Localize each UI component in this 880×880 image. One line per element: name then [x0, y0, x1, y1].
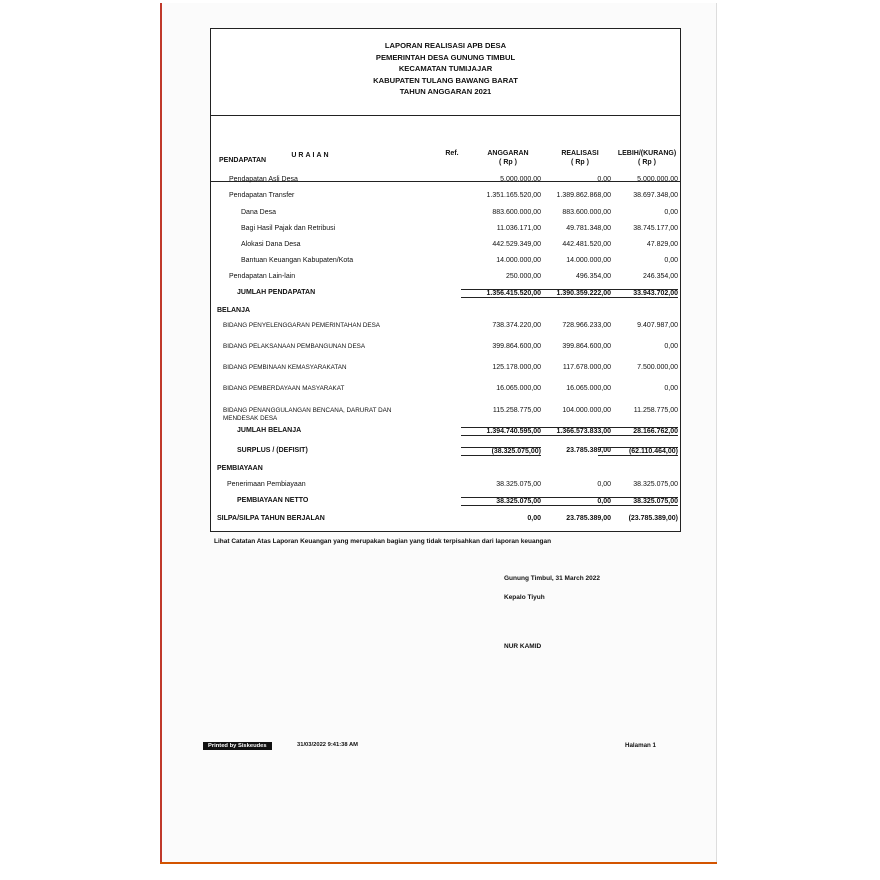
page-number: Halaman 1 [625, 742, 656, 749]
table-row-total [211, 497, 680, 509]
row-lebih: (62.110.464,00) [598, 447, 678, 456]
row-lebih: 28.166.762,00 [598, 427, 678, 436]
row-realisasi: 728.966.233,00 [562, 322, 611, 329]
table-row [211, 322, 680, 334]
row-lebih: 0,00 [664, 343, 678, 350]
table-row [211, 241, 680, 253]
row-lebih: 7.500.000,00 [637, 364, 678, 371]
row-label: BIDANG PENYELENGGARAN PEMERINTAHAN DESA [223, 322, 380, 329]
row-anggaran: 11.036.171,00 [496, 225, 541, 232]
row-realisasi: 104.000.000,00 [562, 407, 611, 414]
row-label: SURPLUS / (DEFISIT) [237, 447, 308, 454]
row-realisasi: 117.678.000,00 [562, 364, 611, 371]
place-date: Gunung Timbul, 31 March 2022 [504, 575, 600, 582]
row-label: JUMLAH BELANJA [237, 427, 302, 434]
header-line-5: TAHUN ANGGARAN 2021 [399, 87, 492, 96]
row-label: Alokasi Dana Desa [241, 241, 301, 248]
table-row [211, 307, 680, 319]
row-realisasi: 1.389.862.868,00 [556, 192, 611, 199]
col-lebih-label: LEBIH/(KURANG) [617, 150, 677, 157]
signer-position: Kepalo Tiyuh [504, 594, 545, 601]
row-realisasi: 16.065.000,00 [566, 385, 611, 392]
report-table [210, 28, 681, 532]
column-headers [211, 115, 680, 182]
row-label: Pendapatan Asli Desa [229, 176, 298, 183]
row-realisasi: 1.366.573.833,00 [531, 427, 611, 436]
row-lebih: 38.325.075,00 [598, 497, 678, 506]
row-anggaran: 883.600.000,00 [492, 209, 541, 216]
row-lebih: 9.407.987,00 [637, 322, 678, 329]
table-row-silpa [211, 515, 680, 527]
row-lebih: 0,00 [664, 209, 678, 216]
row-lebih: 0,00 [664, 385, 678, 392]
row-lebih: 38.745.177,00 [633, 225, 678, 232]
row-label: Pendapatan Transfer [229, 192, 295, 199]
row-label: PEMBIAYAAN [217, 465, 263, 472]
table-row [211, 481, 680, 493]
table-row [211, 157, 680, 169]
header-line-1: LAPORAN REALISASI APB DESA [384, 41, 507, 50]
row-realisasi: 0,00 [531, 497, 611, 506]
row-label: Dana Desa [241, 209, 277, 216]
row-realisasi: 0,00 [597, 481, 611, 488]
row-realisasi: 23.785.389,00 [566, 515, 611, 522]
row-label: BELANJA [217, 307, 251, 314]
row-anggaran: 38.325.075,00 [496, 481, 541, 488]
row-realisasi: 496.354,00 [575, 273, 611, 280]
row-anggaran: (38.325.075,00) [461, 447, 541, 456]
header-line-2: PEMERINTAH DESA GUNUNG TIMBUL [375, 52, 516, 62]
table-row [211, 385, 680, 397]
row-lebih: 246.354,00 [642, 273, 678, 280]
row-anggaran: 399.864.600,00 [492, 343, 541, 350]
row-lebih: 5.000.000,00 [637, 176, 678, 183]
row-anggaran: 16.065.000,00 [496, 385, 541, 392]
row-label: SILPA/SILPA TAHUN BERJALAN [217, 515, 325, 522]
row-realisasi: 49.781.348,00 [566, 225, 611, 232]
table-row [211, 257, 680, 269]
row-realisasi: 14.000.000,00 [566, 257, 611, 264]
row-anggaran: 115.258.775,00 [492, 407, 541, 414]
row-label: PEMBIAYAAN NETTO [237, 497, 309, 504]
footnote: Lihat Catatan Atas Laporan Keuangan yang merupakan bagian yang tidak terpisahkan dari laporan keuangan [214, 538, 552, 545]
row-anggaran: 38.325.075,00 [461, 497, 541, 506]
col-lebih-unit: ( Rp ) [638, 159, 656, 166]
row-label: JUMLAH PENDAPATAN [237, 289, 316, 296]
row-anggaran: 1.394.740.595,00 [461, 427, 541, 436]
row-label: BIDANG PEMBINAAN KEMASYARAKATAN [223, 364, 347, 371]
row-label: BIDANG PELAKSANAAN PEMBANGUNAN DESA [223, 343, 366, 350]
row-anggaran: 442.529.349,00 [492, 241, 541, 248]
table-row [211, 343, 680, 355]
row-realisasi: 442.481.520,00 [562, 241, 611, 248]
row-anggaran: 250.000,00 [505, 273, 541, 280]
row-anggaran: 738.374.220,00 [492, 322, 541, 329]
row-lebih: 38.697.348,00 [633, 192, 678, 199]
row-lebih: 33.943.702,00 [598, 289, 678, 298]
printed-timestamp: 31/03/2022 9:41:38 AM [297, 742, 359, 748]
row-realisasi: 23.785.389,00 [566, 447, 611, 454]
row-lebih: 47.829,00 [646, 241, 678, 248]
col-realisasi-label: REALISASI [561, 150, 599, 157]
row-label: PENDAPATAN [219, 157, 267, 164]
row-anggaran: 1.351.165.520,00 [486, 192, 541, 199]
row-lebih: 11.258.775,00 [633, 407, 678, 414]
table-row-total [211, 289, 680, 301]
row-anggaran: 14.000.000,00 [496, 257, 541, 264]
col-anggaran-label: ANGGARAN [487, 150, 529, 157]
table-row [211, 192, 680, 204]
row-realisasi: 1.390.359.222,00 [531, 289, 611, 298]
header-line-4: KABUPATEN TULANG BAWANG BARAT [373, 75, 518, 85]
row-lebih: (23.785.389,00) [628, 515, 678, 522]
table-row-surplus [211, 447, 680, 459]
table-row [211, 407, 680, 427]
row-label: BIDANG PEMBERDAYAAN MASYARAKAT [223, 385, 345, 392]
report-header [211, 29, 680, 116]
table-row [211, 364, 680, 376]
col-anggaran-unit: ( Rp ) [499, 159, 517, 166]
row-lebih: 0,00 [664, 257, 678, 264]
row-anggaran: 5.000.000,00 [500, 176, 541, 183]
row-anggaran: 125.178.000,00 [492, 364, 541, 371]
col-ref: Ref. [445, 150, 459, 157]
row-label: Bagi Hasil Pajak dan Retribusi [241, 225, 336, 232]
table-row [211, 176, 680, 188]
printed-by-badge: Printed by Siskeudes [203, 742, 272, 750]
table-row [211, 209, 680, 221]
page-edge [160, 862, 717, 864]
col-realisasi-unit: ( Rp ) [571, 159, 589, 166]
col-uraian: URAIAN [291, 152, 331, 159]
row-realisasi: 399.864.600,00 [562, 343, 611, 350]
table-row [211, 225, 680, 237]
table-row-total [211, 427, 680, 439]
table-row [211, 273, 680, 285]
row-label: BIDANG PENANGGULANGAN BENCANA, DARURAT DAN [223, 407, 392, 414]
row-anggaran: 1.356.415.520,00 [461, 289, 541, 298]
row-label: Bantuan Keuangan Kabupaten/Kota [241, 257, 354, 264]
table-row [211, 465, 680, 477]
row-label-cont: MENDESAK DESA [223, 415, 278, 422]
header-line-3: KECAMATAN TUMIJAJAR [398, 64, 493, 73]
row-realisasi: 883.600.000,00 [562, 209, 611, 216]
row-realisasi: 0,00 [597, 176, 611, 183]
row-anggaran: 0,00 [527, 515, 541, 522]
row-lebih: 38.325.075,00 [633, 481, 678, 488]
row-label: Penerimaan Pembiayaan [227, 481, 306, 488]
signer-name: NUR KAMID [504, 643, 542, 650]
row-label: Pendapatan Lain-lain [229, 273, 296, 280]
